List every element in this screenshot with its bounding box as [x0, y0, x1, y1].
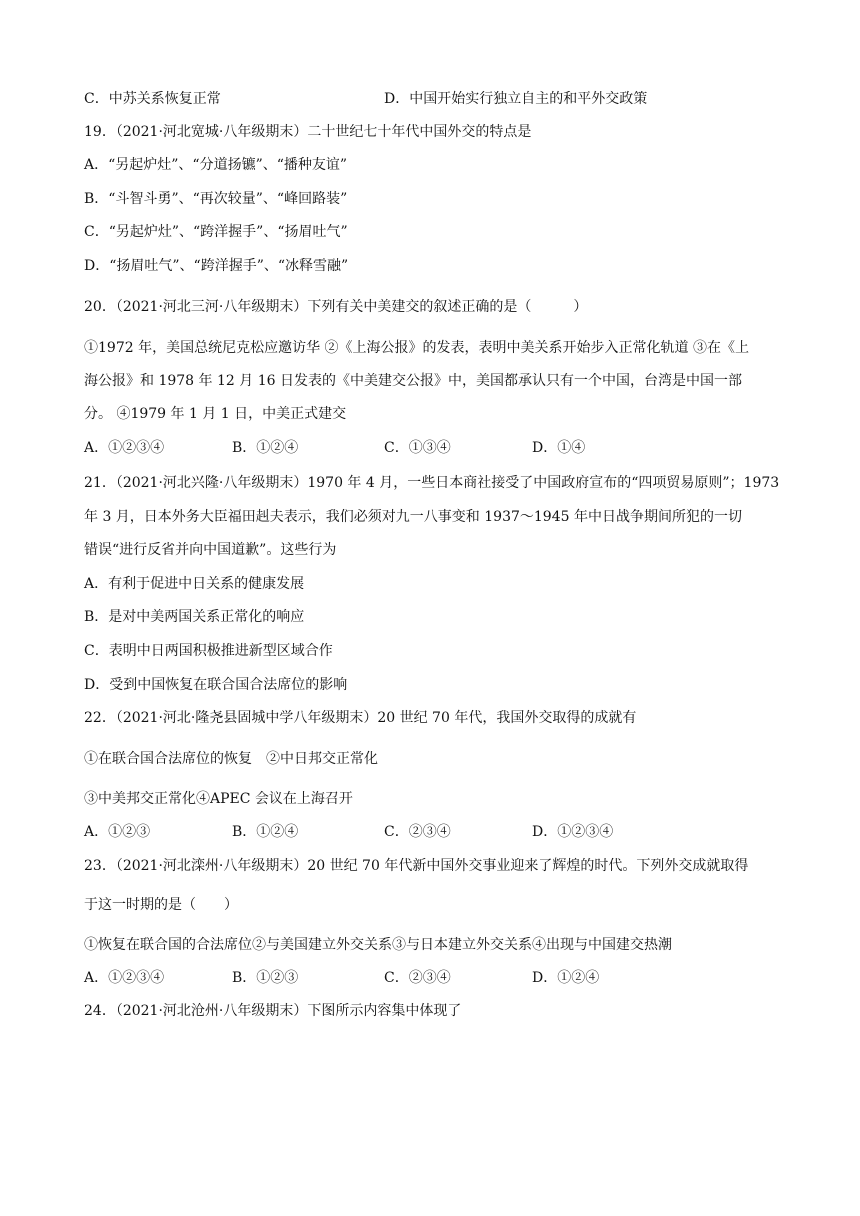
question-21-stem-line-2: 年 3 月，日本外务大臣福田赳夫表示，我们必须对九一八事变和 1937～1945 年中日战争期间所犯的一切 — [84, 509, 742, 525]
question-19-option-d: D．“扬眉吐气”、“跨洋握手”、“冰释雪融” — [84, 258, 349, 274]
question-19-option-b: B．“斗智斗勇”、“再次较量”、“峰回路装” — [84, 191, 348, 207]
question-22-option-d: D．①②③④ — [532, 824, 614, 840]
question-23-stem-line-1: 23．（2021·河北滦州·八年级期末）20 世纪 70 年代新中国外交事业迎来了辉煌的时代。下列外交成就取得 — [84, 858, 749, 874]
question-21-option-a: A．有利于促进中日关系的健康发展 — [84, 576, 305, 592]
question-23-option-c: C．②③④ — [384, 970, 451, 986]
question-22-item-line-1: ①在联合国合法席位的恢复 ②中日邦交正常化 — [84, 751, 378, 767]
question-23-stem-line-2: 于这一时期的是（ ） — [84, 897, 238, 913]
question-19-option-a: A．“另起炉灶”、“分道扬镳”、“播种友谊” — [84, 157, 348, 173]
question-23-option-a: A．①②③④ — [84, 970, 165, 986]
question-19-option-c: C．“另起炉灶”、“跨洋握手”、“扬眉吐气” — [84, 224, 348, 240]
question-20-option-b: B．①②④ — [232, 440, 299, 456]
question-21-stem-line-3: 错误“进行反省并向中国道歉”。这些行为 — [84, 542, 337, 558]
question-21-stem-line-1: 21．（2021·河北兴隆·八年级期末）1970 年 4 月，一些日本商社接受了中国政府宣布的“四项贸易原则”；1973 — [84, 475, 780, 491]
question-20-stem: 20．（2021·河北三河·八年级期末）下列有关中美建交的叙述正确的是（ ） — [84, 299, 588, 315]
option-c-prev: C．中苏关系恢复正常 — [84, 91, 221, 107]
question-19-stem: 19．（2021·河北宽城·八年级期末）二十世纪七十年代中国外交的特点是 — [84, 124, 532, 140]
question-21-option-d: D．受到中国恢复在联合国合法席位的影响 — [84, 677, 348, 693]
question-23-option-d: D．①②④ — [532, 970, 600, 986]
question-22-option-c: C．②③④ — [384, 824, 451, 840]
question-22-option-b: B．①②④ — [232, 824, 299, 840]
question-20-option-a: A．①②③④ — [84, 440, 165, 456]
question-22-item-line-2: ③中美邦交正常化④APEC 会议在上海召开 — [84, 791, 353, 807]
question-23-item-line: ①恢复在联合国的合法席位②与美国建立外交关系③与日本建立外交关系④出现与中国建交热潮 — [84, 937, 672, 953]
question-20-item-line-2: 海公报》和 1978 年 12 月 16 日发表的《中美建交公报》中，美国都承认只有一个中国，台湾是中国一部 — [84, 373, 742, 389]
question-24-stem: 24．（2021·河北沧州·八年级期末）下图所示内容集中体现了 — [84, 1003, 462, 1019]
question-20-item-line-1: ①1972 年，美国总统尼克松应邀访华 ②《上海公报》的发表，表明中美关系开始步入正常化轨道 ③在《上 — [84, 340, 749, 356]
question-21-option-c: C．表明中日两国积极推进新型区域合作 — [84, 643, 333, 659]
question-22-option-a: A．①②③ — [84, 824, 151, 840]
question-20-option-d: D．①④ — [532, 440, 586, 456]
option-d-prev: D．中国开始实行独立自主的和平外交政策 — [384, 91, 648, 107]
question-23-option-b: B．①②③ — [232, 970, 299, 986]
question-20-option-c: C．①③④ — [384, 440, 451, 456]
question-22-stem: 22．（2021·河北·隆尧县固城中学八年级期末）20 世纪 70 年代，我国外交取得的成就有 — [84, 710, 637, 726]
question-20-item-line-3: 分。 ④1979 年 1 月 1 日，中美正式建交 — [84, 406, 347, 422]
question-21-option-b: B．是对中美两国关系正常化的响应 — [84, 609, 305, 625]
